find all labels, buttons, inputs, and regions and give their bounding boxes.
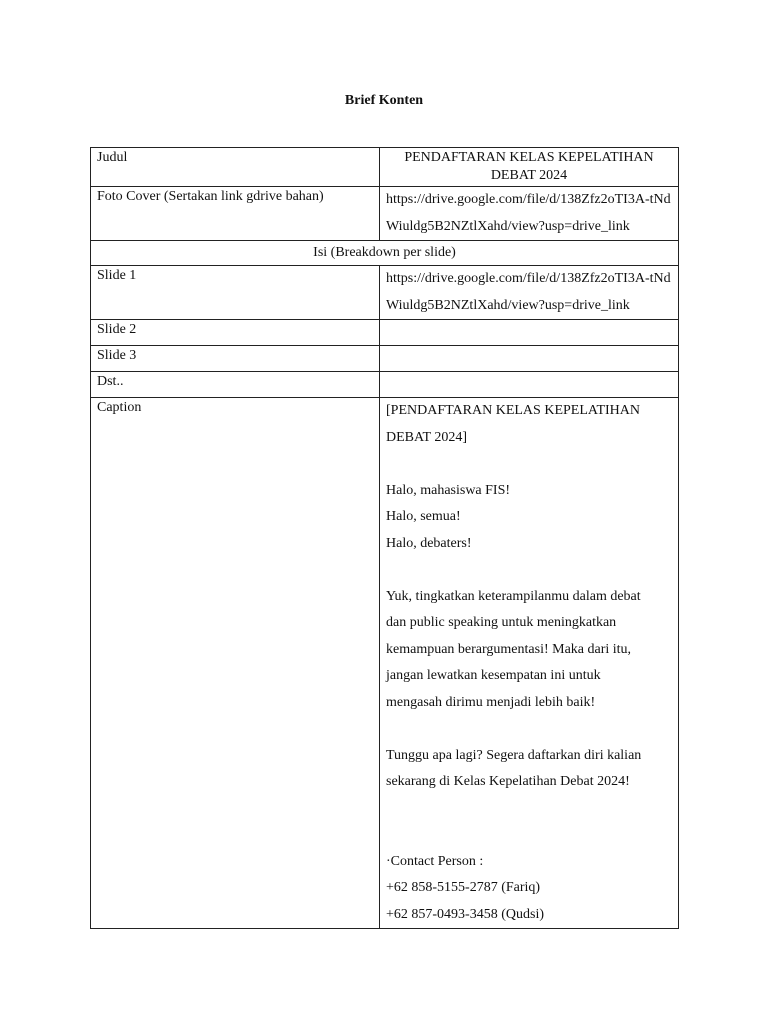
caption-line (386, 716, 672, 743)
table-row-dst (91, 372, 679, 398)
caption-line: mengasah dirimu menjadi lebih baik! (386, 694, 596, 710)
caption-label: Caption (91, 398, 380, 929)
caption-line: sekarang di Kelas Kepelatihan Debat 2024! (386, 774, 630, 789)
contact-person-heading: ·Contact Person : (386, 853, 484, 869)
page-title: Brief Konten (344, 93, 424, 108)
caption-line: Tunggu apa lagi? Segera daftarkan diri kalian (386, 747, 642, 763)
judul-label: Judul (91, 148, 380, 187)
caption-line: Halo, debaters! (386, 535, 472, 551)
slide-1-label: Slide 1 (91, 266, 380, 320)
caption-line (386, 796, 672, 823)
slide-3-value (380, 346, 679, 372)
caption-line: Halo, mahasiswa FIS! (386, 482, 511, 498)
slide-2-label: Slide 2 (91, 320, 380, 346)
table-row-caption (91, 398, 679, 929)
section-header: Isi (Breakdown per slide) (91, 241, 679, 266)
caption-text (380, 398, 679, 929)
contact-phone-fariq: +62 858-5155-2787 (Fariq) (386, 880, 541, 895)
caption-line: DEBAT 2024] (386, 429, 468, 445)
slide-3-label: Slide 3 (91, 346, 380, 372)
brief-table (90, 147, 679, 929)
caption-line (386, 822, 672, 849)
table-row-section (91, 241, 679, 266)
cover-link[interactable]: https://drive.google.com/file/d/138Zfz2oTI3A-tNdWiuldg5B2NZtlXahd/view?usp=drive_link (380, 187, 679, 241)
caption-line: dan public speaking untuk meningkatkan (386, 615, 617, 630)
caption-line: Yuk, tingkatkan keterampilanmu dalam debat (386, 588, 641, 604)
caption-line (386, 451, 672, 478)
table-row-slide-1 (91, 266, 679, 320)
slide-2-value (380, 320, 679, 346)
caption-line: jangan lewatkan kesempatan ini untuk (386, 668, 601, 683)
caption-line: kemampuan berargumentasi! Maka dari itu, (386, 641, 632, 657)
contact-phone-qudsi: +62 857-0493-3458 (Qudsi) (386, 906, 544, 922)
slide-1-link[interactable]: https://drive.google.com/file/d/138Zfz2oTI3A-tNdWiuldg5B2NZtlXahd/view?usp=drive_link (380, 266, 679, 320)
table-row-slide-2 (91, 320, 679, 346)
caption-line (386, 557, 672, 584)
dst-value (380, 372, 679, 398)
caption-line: Halo, semua! (386, 509, 461, 524)
judul-value: PENDAFTARAN KELAS KEPELATIHAN DEBAT 2024 (380, 148, 679, 187)
table-row-slide-3 (91, 346, 679, 372)
caption-line: [PENDAFTARAN KELAS KEPELATIHAN (386, 403, 640, 418)
table-row-cover (91, 187, 679, 241)
dst-label: Dst.. (91, 372, 380, 398)
table-row-judul (91, 148, 679, 187)
cover-label: Foto Cover (Sertakan link gdrive bahan) (91, 187, 380, 241)
